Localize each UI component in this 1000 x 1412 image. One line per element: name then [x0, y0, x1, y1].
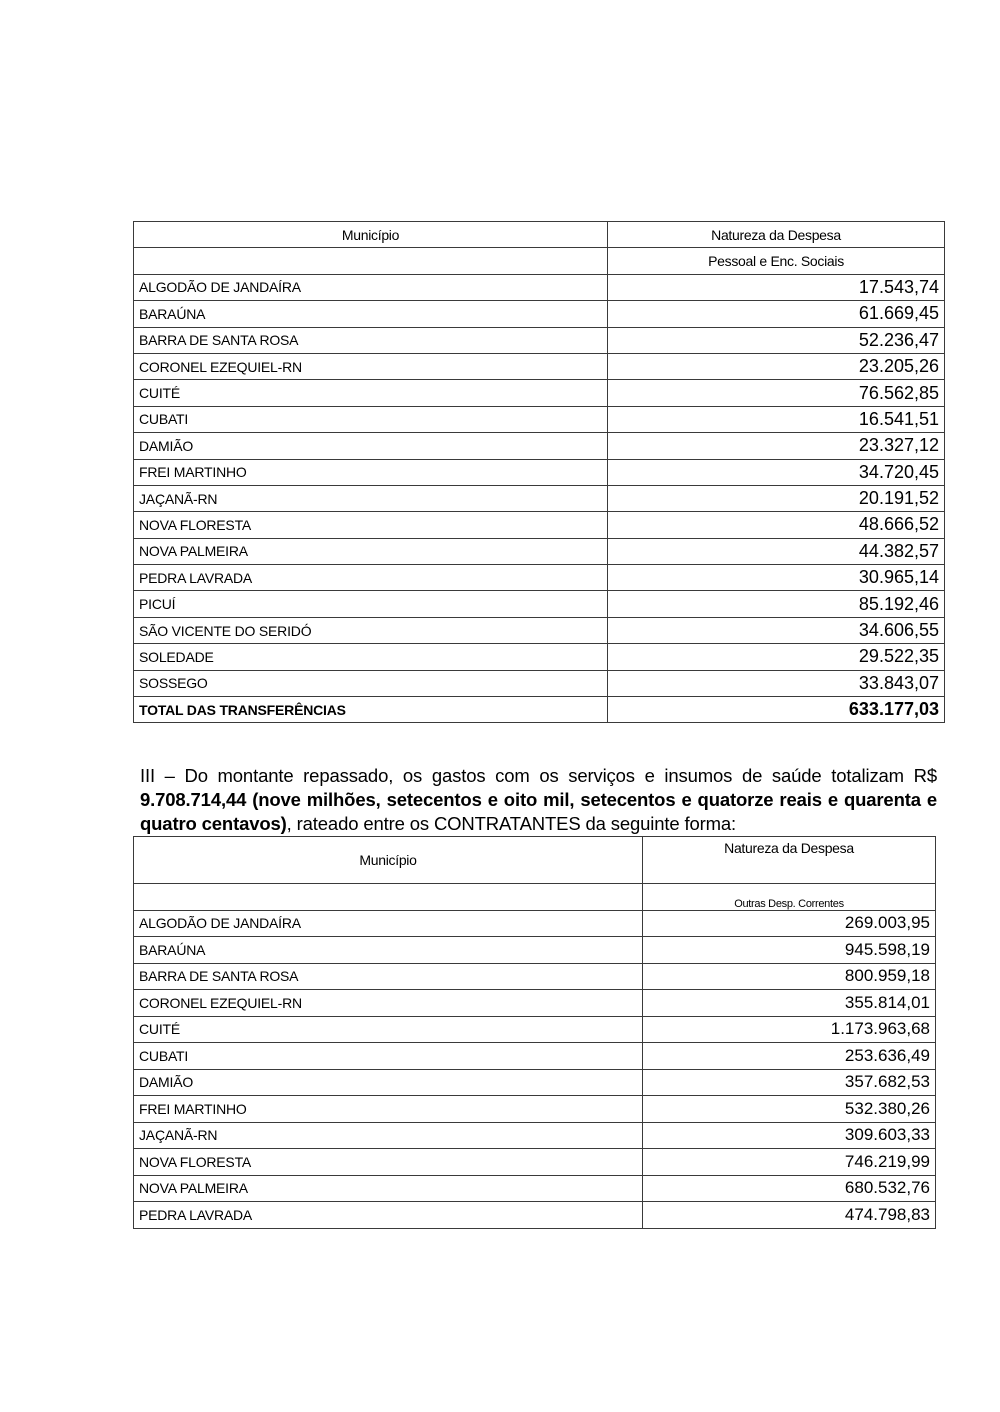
valor-cell: 23.327,12: [608, 433, 945, 459]
municipio-cell: PEDRA LAVRADA: [134, 565, 608, 591]
table-row: [134, 963, 936, 990]
municipio-cell: NOVA FLORESTA: [134, 1149, 643, 1176]
valor-cell: 34.606,55: [608, 617, 945, 643]
expenses-paragraph: [140, 764, 937, 836]
valor-cell: 309.603,33: [643, 1122, 936, 1149]
valor-cell: 20.191,52: [608, 485, 945, 511]
municipio-cell: CUBATI: [134, 1043, 643, 1070]
valor-cell: 17.543,74: [608, 274, 945, 300]
table-row: [134, 433, 945, 459]
table-row: [134, 327, 945, 353]
valor-cell: 61.669,45: [608, 301, 945, 327]
valor-cell: 29.522,35: [608, 644, 945, 670]
municipio-cell: DAMIÃO: [134, 1069, 643, 1096]
municipio-cell: CUBATI: [134, 406, 608, 432]
table-row: [134, 1096, 936, 1123]
table-row: [134, 485, 945, 511]
valor-cell: 680.532,76: [643, 1175, 936, 1202]
valor-cell: 34.720,45: [608, 459, 945, 485]
valor-cell: 1.173.963,68: [643, 1016, 936, 1043]
municipio-cell: BARRA DE SANTA ROSA: [134, 963, 643, 990]
valor-cell: 253.636,49: [643, 1043, 936, 1070]
municipio-cell: FREI MARTINHO: [134, 1096, 643, 1123]
table-row: [134, 591, 945, 617]
valor-cell: 357.682,53: [643, 1069, 936, 1096]
valor-cell: 532.380,26: [643, 1096, 936, 1123]
other-expenses-table: [133, 836, 936, 1229]
column-subheader-outras: Outras Desp. Correntes: [643, 884, 936, 911]
valor-cell: 800.959,18: [643, 963, 936, 990]
municipio-cell: JAÇANÃ-RN: [134, 1122, 643, 1149]
municipio-cell: ALGODÃO DE JANDAÍRA: [134, 274, 608, 300]
column-header-municipio: Município: [134, 837, 643, 884]
table-subheader-row: [134, 248, 945, 274]
table-row: [134, 274, 945, 300]
table-row: [134, 1122, 936, 1149]
municipio-cell: CORONEL EZEQUIEL-RN: [134, 990, 643, 1017]
empty-cell: [134, 884, 643, 911]
municipio-cell: CUITÉ: [134, 1016, 643, 1043]
table-row: [134, 1149, 936, 1176]
municipio-cell: NOVA PALMEIRA: [134, 538, 608, 564]
table-row: [134, 380, 945, 406]
valor-cell: 474.798,83: [643, 1202, 936, 1229]
municipio-cell: CORONEL EZEQUIEL-RN: [134, 353, 608, 379]
table-header-row: [134, 222, 945, 248]
municipio-cell: BARRA DE SANTA ROSA: [134, 327, 608, 353]
table-row: [134, 644, 945, 670]
table-row: [134, 617, 945, 643]
table-row: [134, 1043, 936, 1070]
municipio-cell: CUITÉ: [134, 380, 608, 406]
table-row: [134, 1069, 936, 1096]
municipio-cell: PICUÍ: [134, 591, 608, 617]
municipio-cell: SOLEDADE: [134, 644, 608, 670]
table-row: [134, 459, 945, 485]
municipio-cell: FREI MARTINHO: [134, 459, 608, 485]
column-header-municipio: Município: [134, 222, 608, 248]
valor-cell: 33.843,07: [608, 670, 945, 696]
table-row: [134, 565, 945, 591]
municipio-cell: SÃO VICENTE DO SERIDÓ: [134, 617, 608, 643]
valor-cell: 48.666,52: [608, 512, 945, 538]
table-row: [134, 910, 936, 937]
column-subheader-pessoal: Pessoal e Enc. Sociais: [608, 248, 945, 274]
table-row: [134, 670, 945, 696]
valor-cell: 52.236,47: [608, 327, 945, 353]
table-row: [134, 512, 945, 538]
municipio-cell: BARAÚNA: [134, 937, 643, 964]
municipio-cell: JAÇANÃ-RN: [134, 485, 608, 511]
table-row: [134, 406, 945, 432]
total-label: TOTAL DAS TRANSFERÊNCIAS: [134, 697, 608, 723]
municipio-cell: DAMIÃO: [134, 433, 608, 459]
valor-cell: 746.219,99: [643, 1149, 936, 1176]
personnel-expenses-table: [133, 221, 945, 723]
valor-cell: 355.814,01: [643, 990, 936, 1017]
valor-cell: 269.003,95: [643, 910, 936, 937]
table-subheader-row: [134, 884, 936, 911]
table-row: [134, 353, 945, 379]
table-row: [134, 301, 945, 327]
municipio-cell: PEDRA LAVRADA: [134, 1202, 643, 1229]
municipio-cell: BARAÚNA: [134, 301, 608, 327]
paragraph-text: III – Do montante repassado, os gastos com os serviços e insumos de saúde totalizam R$: [140, 764, 937, 786]
municipio-cell: NOVA FLORESTA: [134, 512, 608, 538]
municipio-cell: ALGODÃO DE JANDAÍRA: [134, 910, 643, 937]
municipio-cell: SOSSEGO: [134, 670, 608, 696]
valor-cell: 85.192,46: [608, 591, 945, 617]
paragraph-text-end: , rateado entre os CONTRATANTES da seguinte forma:: [286, 812, 737, 834]
column-header-natureza-despesa: Natureza da Despesa: [608, 222, 945, 248]
valor-cell: 23.205,26: [608, 353, 945, 379]
municipio-cell: NOVA PALMEIRA: [134, 1175, 643, 1202]
table-row: [134, 1016, 936, 1043]
empty-cell: [134, 248, 608, 274]
valor-cell: 44.382,57: [608, 538, 945, 564]
valor-cell: 16.541,51: [608, 406, 945, 432]
valor-cell: 76.562,85: [608, 380, 945, 406]
paragraph-amount-bold: 9.708.714,44 (nove milhões, setecentos e oito mil, setecentos e quatorze reais e quarenta e quatro centavos): [140, 788, 937, 834]
table-row: [134, 1175, 936, 1202]
table-header-row: [134, 837, 936, 884]
valor-cell: 945.598,19: [643, 937, 936, 964]
table-row: [134, 990, 936, 1017]
table-row: [134, 937, 936, 964]
total-row: [134, 697, 945, 723]
valor-cell: 30.965,14: [608, 565, 945, 591]
total-value: 633.177,03: [608, 697, 945, 723]
table-row: [134, 1202, 936, 1229]
column-header-natureza-despesa: Natureza da Despesa: [643, 837, 936, 884]
table-row: [134, 538, 945, 564]
